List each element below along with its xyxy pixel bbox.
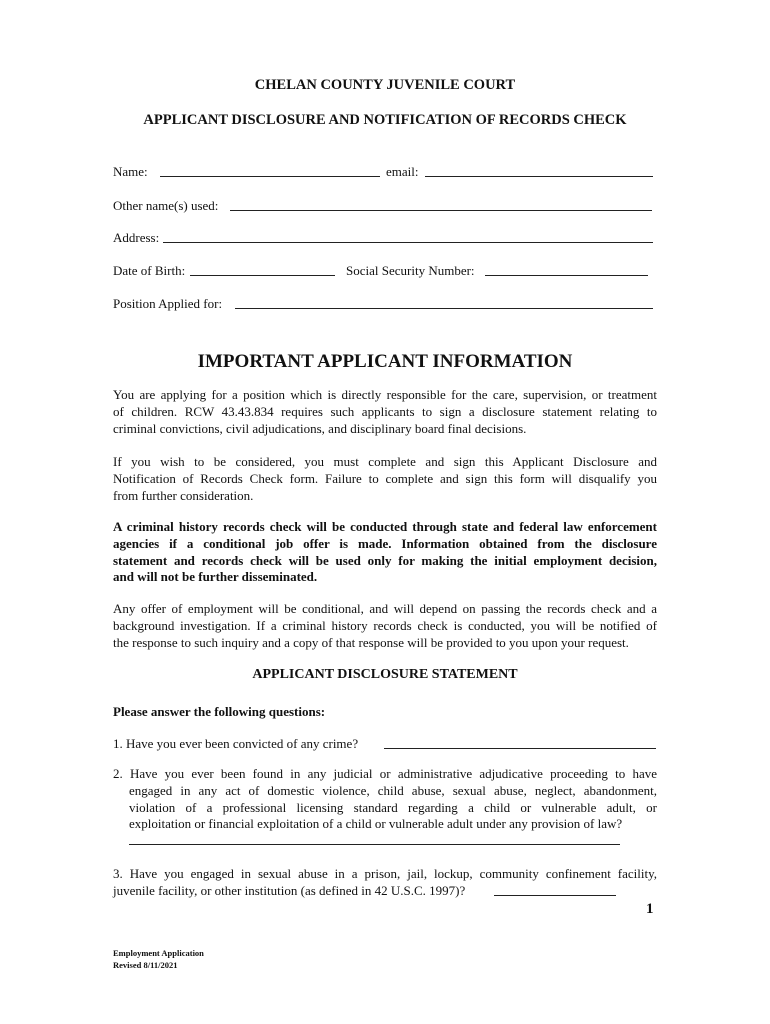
email-field[interactable] <box>425 176 653 177</box>
info-paragraph-2 <box>113 454 657 504</box>
text-line: and will not be further disseminated. <box>113 569 318 585</box>
ssn-label: Social Security Number: <box>346 263 475 278</box>
important-heading: IMPORTANT APPLICANT INFORMATION <box>197 351 573 372</box>
info-paragraph-1 <box>113 387 657 437</box>
text-line: the response to such inquiry and a copy of that response will be provided to you upon your request. <box>113 634 629 650</box>
text-line: statement and records check will be used only for making the initial employment decision, <box>113 552 657 568</box>
text-line: from further consideration. <box>113 487 254 503</box>
info-paragraph-4 <box>113 601 657 651</box>
question-1: 1. Have you ever been convicted of any crime? <box>113 736 359 751</box>
text-line: 3. Have you engaged in sexual abuse in a prison, jail, lockup, community confinement facility, <box>113 866 657 881</box>
text-line: A criminal history records check will be conducted through state and federal law enforcement <box>113 519 657 534</box>
text-line: agencies if a conditional job offer is made. Information obtained from the disclosure <box>113 535 657 551</box>
text-line: Notification of Records Check form. Failure to complete and sign this form will disqualify you <box>113 470 657 486</box>
name-label: Name: <box>113 164 148 179</box>
page-number: 1 <box>646 901 654 917</box>
other-names-label: Other name(s) used: <box>113 198 219 213</box>
court-name: CHELAN COUNTY JUVENILE COURT <box>254 77 516 93</box>
info-paragraph-3 <box>113 519 657 586</box>
text-line: engaged in any act of domestic violence, child abuse, sexual abuse, neglect, abandonment, <box>129 782 657 798</box>
question-1-answer[interactable] <box>384 748 656 749</box>
email-label: email: <box>386 164 419 179</box>
text-line: You are applying for a position which is directly responsible for the care, supervision, or treatment <box>113 387 657 402</box>
name-field[interactable] <box>160 176 380 177</box>
position-field[interactable] <box>235 308 653 309</box>
text-line: juvenile facility, or other institution (as defined in 42 U.S.C. 1997)? <box>113 882 466 898</box>
text-line: 2. Have you ever been found in any judicial or administrative adjudicative proceeding to have <box>113 766 657 781</box>
question-2 <box>113 766 657 833</box>
question-3-answer[interactable] <box>494 895 616 896</box>
text-line: background investigation. If a criminal history records check is conducted, you will be notified of <box>113 617 657 633</box>
position-label: Position Applied for: <box>113 296 223 311</box>
text-line: of children. RCW 43.43.834 requires such applicants to sign a disclosure statement relating to <box>113 403 657 419</box>
footer-revised-date: Revised 8/11/2021 <box>113 960 178 970</box>
footer-doc-name: Employment Application <box>113 948 204 958</box>
text-line: criminal convictions, civil adjudications, and disciplinary board final decisions. <box>113 420 527 436</box>
other-names-field[interactable] <box>230 210 652 211</box>
question-2-answer[interactable] <box>129 844 620 845</box>
text-line: exploitation or financial exploitation of a child or vulnerable adult under any provision of law? <box>129 816 623 832</box>
ssn-field[interactable] <box>485 275 648 276</box>
address-field[interactable] <box>163 242 653 243</box>
form-title: APPLICANT DISCLOSURE AND NOTIFICATION OF RECORDS CHECK <box>143 112 627 128</box>
dob-field[interactable] <box>190 275 335 276</box>
text-line: violation of a professional licensing standard regarding a child or vulnerable adult, or <box>129 799 657 815</box>
disclosure-heading: APPLICANT DISCLOSURE STATEMENT <box>252 667 518 682</box>
questions-instruction: Please answer the following questions: <box>113 704 326 719</box>
dob-label: Date of Birth: <box>113 263 186 278</box>
text-line: Any offer of employment will be conditional, and will depend on passing the records check and a <box>113 601 657 616</box>
text-line: If you wish to be considered, you must complete and sign this Applicant Disclosure and <box>113 454 657 469</box>
address-label: Address: <box>113 230 160 245</box>
